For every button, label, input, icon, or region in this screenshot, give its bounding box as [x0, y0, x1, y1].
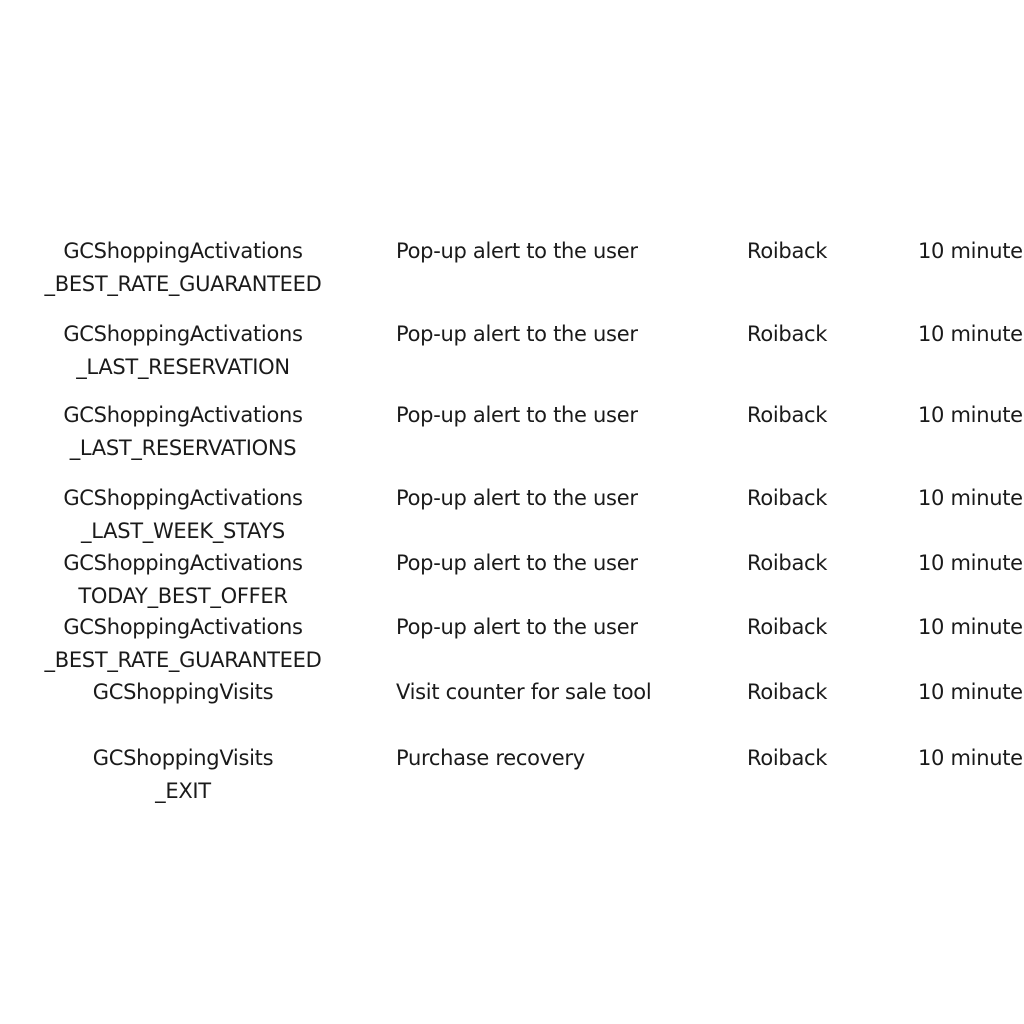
cookie-purpose: Purchase recovery	[396, 746, 585, 770]
cookie-purpose: Visit counter for sale tool	[396, 680, 652, 704]
cookie-expiry: 10 minute	[918, 239, 1023, 263]
cookie-name	[18, 676, 348, 709]
cookie-purpose: Pop-up alert to the user	[396, 615, 638, 639]
cookie-provider: Roiback	[747, 615, 828, 639]
cookie-name-line-2: TODAY_BEST_OFFER	[78, 584, 288, 608]
cookie-expiry: 10 minute	[918, 403, 1023, 427]
cookie-name-line-1: GCShoppingVisits	[92, 746, 274, 770]
cookie-expiry: 10 minute	[918, 551, 1023, 575]
cookie-name-line-1: GCShoppingActivations	[63, 551, 303, 575]
cookie-name-line-1: GCShoppingActivations	[63, 403, 303, 427]
cookie-provider: Roiback	[747, 551, 828, 575]
cookie-name-line-1: GCShoppingActivations	[63, 322, 303, 346]
cookie-provider: Roiback	[747, 680, 828, 704]
cookie-provider: Roiback	[747, 746, 828, 770]
cookie-expiry: 10 minute	[918, 746, 1023, 770]
cookie-name	[18, 235, 348, 301]
cookie-name-line-2: _LAST_WEEK_STAYS	[81, 519, 285, 543]
cookie-name	[18, 318, 348, 384]
cookie-name-line-1: GCShoppingActivations	[63, 486, 303, 510]
cookie-expiry: 10 minute	[918, 322, 1023, 346]
cookie-name	[18, 547, 348, 613]
cookie-name	[18, 611, 348, 677]
cookie-name-line-2: _BEST_RATE_GUARANTEED	[44, 648, 322, 672]
cookie-provider: Roiback	[747, 486, 828, 510]
cookie-expiry: 10 minute	[918, 680, 1023, 704]
cookie-name-line-1: GCShoppingVisits	[92, 680, 274, 704]
cookie-purpose: Pop-up alert to the user	[396, 403, 638, 427]
cookie-purpose: Pop-up alert to the user	[396, 322, 638, 346]
cookie-name-line-1: GCShoppingActivations	[63, 239, 303, 263]
cookie-purpose: Pop-up alert to the user	[396, 239, 638, 263]
cookie-name	[18, 742, 348, 808]
cookie-name-line-2: _LAST_RESERVATION	[76, 355, 290, 379]
cookie-name	[18, 399, 348, 465]
cookie-name-line-2: _EXIT	[155, 779, 211, 803]
cookie-name-line-1: GCShoppingActivations	[63, 615, 303, 639]
cookie-expiry: 10 minute	[918, 486, 1023, 510]
cookie-provider: Roiback	[747, 322, 828, 346]
cookie-name	[18, 482, 348, 548]
cookie-purpose: Pop-up alert to the user	[396, 486, 638, 510]
cookie-purpose: Pop-up alert to the user	[396, 551, 638, 575]
cookie-expiry: 10 minute	[918, 615, 1023, 639]
cookie-name-line-2: _BEST_RATE_GUARANTEED	[44, 272, 322, 296]
cookie-name-line-2: _LAST_RESERVATIONS	[69, 436, 297, 460]
cookie-provider: Roiback	[747, 239, 828, 263]
cookie-provider: Roiback	[747, 403, 828, 427]
